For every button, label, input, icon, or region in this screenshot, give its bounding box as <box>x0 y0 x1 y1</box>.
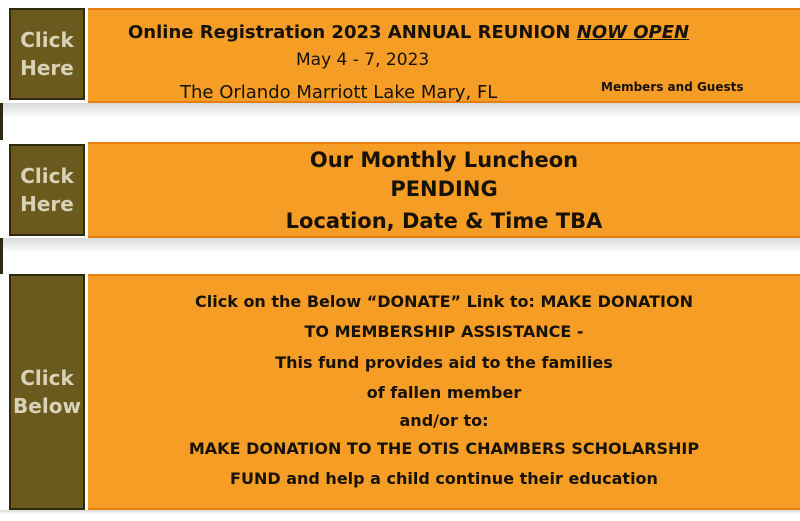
luncheon-banner <box>0 140 800 238</box>
registration-banner <box>0 0 800 103</box>
donation-line: MAKE DONATION TO THE OTIS CHAMBERS SCHOLARSHIP <box>188 439 700 458</box>
donation-line: FUND and help a child continue their education <box>230 469 658 488</box>
donation-panel[interactable] <box>88 274 800 510</box>
luncheon-title: Our Monthly Luncheon <box>309 148 579 172</box>
donation-banner <box>0 274 800 510</box>
separator-2 <box>0 238 800 274</box>
click-below-button-donation[interactable] <box>9 274 85 510</box>
sidebar-label-line1: Click <box>20 28 74 52</box>
registration-dates: May 4 - 7, 2023 <box>296 50 430 70</box>
registration-venue: The Orlando Marriott Lake Mary, FL <box>180 82 498 103</box>
now-open-link[interactable]: NOW OPEN <box>576 22 690 43</box>
donation-line: This fund provides aid to the families <box>275 353 613 372</box>
left-edge-2 <box>0 238 3 274</box>
left-edge-1 <box>0 103 3 140</box>
donation-line: and/or to: <box>399 411 489 430</box>
registration-title <box>128 22 689 43</box>
sidebar-label-line1: Click <box>20 366 74 390</box>
luncheon-status: PENDING <box>390 177 498 201</box>
sidebar-label-line2: Here <box>20 56 74 80</box>
registration-panel[interactable] <box>88 8 800 103</box>
donation-line: of fallen member <box>366 383 522 402</box>
donation-line: Click on the Below “DONATE” Link to: MAKE DONATION <box>195 292 693 311</box>
registration-note: Members and Guests <box>601 80 744 94</box>
click-here-button-registration[interactable] <box>9 8 85 100</box>
donation-line: TO MEMBERSHIP ASSISTANCE - <box>304 322 584 341</box>
sidebar-label-line2: Below <box>13 394 81 418</box>
luncheon-panel[interactable] <box>88 142 800 238</box>
separator-1 <box>0 103 800 140</box>
registration-title-text: Online Registration 2023 ANNUAL REUNION <box>128 22 577 43</box>
sidebar-label-line1: Click <box>20 164 74 188</box>
sidebar-label-line2: Here <box>20 192 74 216</box>
separator-3 <box>0 510 800 521</box>
luncheon-details: Location, Date & Time TBA <box>285 209 603 233</box>
click-here-button-luncheon[interactable] <box>9 144 85 236</box>
